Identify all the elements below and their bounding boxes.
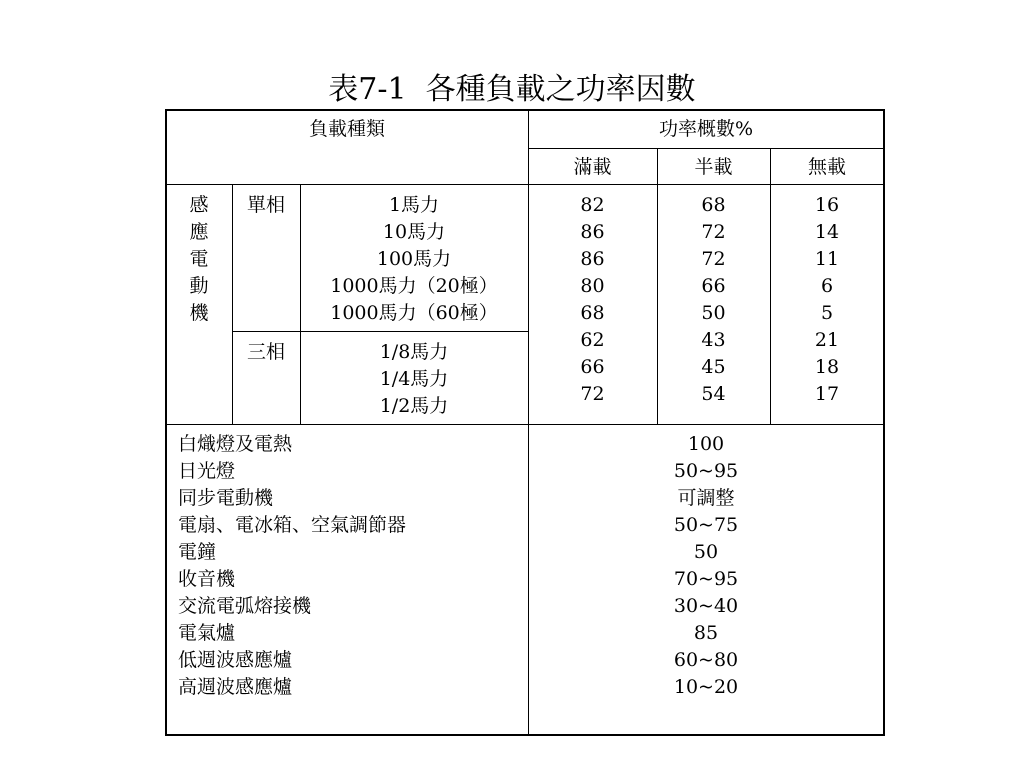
load-value: 50	[693, 541, 719, 563]
rating-item: 1000馬力（60極）	[330, 302, 498, 324]
induction-motor-char: 應	[189, 221, 209, 243]
value-cell: 5	[820, 302, 834, 324]
induction-motor-char: 電	[189, 248, 209, 270]
header-half-load: 半載	[694, 156, 733, 178]
load-name: 交流電弧熔接機	[178, 595, 312, 617]
load-value: 70~95	[673, 568, 739, 590]
value-cell: 86	[580, 221, 605, 243]
other-load-values	[528, 431, 884, 701]
induction-motor-label	[166, 192, 232, 327]
value-cell: 45	[701, 356, 726, 378]
load-name: 白熾燈及電熱	[178, 433, 293, 455]
value-cell: 54	[701, 383, 726, 405]
load-value: 10~20	[673, 676, 739, 698]
three-phase-label: 三相	[246, 341, 285, 363]
value-cell: 72	[701, 248, 726, 270]
header-full-load: 滿載	[573, 156, 612, 178]
load-name: 日光燈	[178, 460, 236, 482]
value-cell: 66	[701, 275, 726, 297]
induction-motor-char: 動	[189, 275, 209, 297]
value-cell: 66	[580, 356, 605, 378]
load-value: 100	[687, 433, 725, 455]
induction-motor-char: 感	[189, 194, 209, 216]
load-name: 低週波感應爐	[178, 649, 293, 671]
value-cell: 6	[820, 275, 834, 297]
value-cell: 72	[701, 221, 726, 243]
no-load-values	[770, 192, 884, 408]
half-load-values	[657, 192, 770, 408]
value-cell: 80	[580, 275, 605, 297]
other-load-names	[178, 431, 523, 701]
header-load-type: 負載種類	[308, 118, 385, 140]
rating-item: 10馬力	[382, 221, 446, 243]
value-cell: 72	[580, 383, 605, 405]
full-load-values	[528, 192, 657, 408]
value-cell: 68	[701, 194, 726, 216]
load-name: 電氣爐	[178, 622, 236, 644]
value-cell: 43	[701, 329, 726, 351]
rating-item: 1/8馬力	[379, 341, 449, 363]
single-phase-ratings	[300, 192, 528, 327]
value-cell: 14	[814, 221, 840, 243]
load-name: 同步電動機	[178, 487, 274, 509]
header-power-factor: 功率概數%	[658, 118, 754, 140]
phase-divider	[232, 331, 528, 332]
rating-item: 1/4馬力	[379, 368, 449, 390]
header-divider	[528, 148, 884, 149]
motor-label-divider	[232, 184, 233, 424]
load-value: 50~75	[673, 514, 739, 536]
rating-item: 1馬力	[388, 194, 440, 216]
single-phase-label: 單相	[246, 194, 285, 216]
load-value: 可調整	[677, 487, 735, 509]
value-cell: 17	[814, 383, 840, 405]
rating-item: 1/2馬力	[379, 395, 449, 417]
value-cell: 11	[814, 248, 840, 270]
header-bottom-line	[166, 184, 884, 185]
load-value: 85	[693, 622, 719, 644]
header-no-load: 無載	[807, 156, 846, 178]
load-value: 50~95	[673, 460, 739, 482]
value-cell: 50	[701, 302, 726, 324]
value-cell: 82	[580, 194, 605, 216]
load-name: 電扇、電冰箱、空氣調節器	[178, 514, 407, 536]
load-name: 電鐘	[178, 541, 217, 563]
induction-motor-char: 機	[189, 302, 209, 324]
value-cell: 16	[814, 194, 840, 216]
load-value: 30~40	[673, 595, 739, 617]
section-divider	[166, 424, 884, 425]
value-cell: 62	[580, 329, 605, 351]
rating-item: 1000馬力（20極）	[330, 275, 498, 297]
load-name: 高週波感應爐	[178, 676, 293, 698]
table-title: 表7-1 各種負載之功率因數	[328, 72, 696, 107]
value-cell: 21	[814, 329, 840, 351]
load-value: 60~80	[673, 649, 739, 671]
three-phase-ratings	[300, 339, 528, 420]
rating-item: 100馬力	[376, 248, 452, 270]
value-cell: 68	[580, 302, 605, 324]
value-cell: 86	[580, 248, 605, 270]
value-cell: 18	[814, 356, 840, 378]
load-name: 收音機	[178, 568, 236, 590]
